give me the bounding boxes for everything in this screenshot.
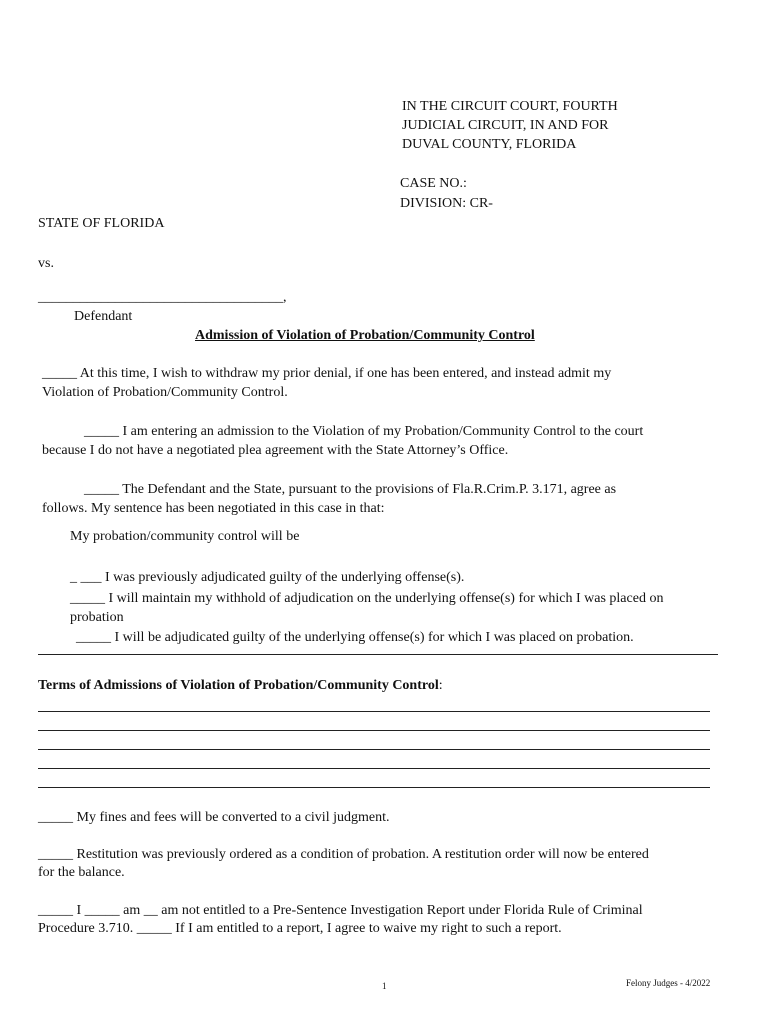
case-number-label: CASE NO.: <box>400 176 467 191</box>
option-maintain-withhold-line-1: _____ I will maintain my withhold of adjudication on the underlying offense(s) for which I was placed on <box>70 591 664 606</box>
page-number: 1 <box>382 981 387 991</box>
court-header-line-3: DUVAL COUNTY, FLORIDA <box>402 137 577 152</box>
fines-civil-judgment: _____ My fines and fees will be converted to a civil judgment. <box>38 810 390 825</box>
probation-will-be-label: My probation/community control will be <box>70 529 300 544</box>
terms-blank-line-2 <box>38 730 710 731</box>
admission-no-plea-line-1: _____ I am entering an admission to the Violation of my Probation/Community Control to the court <box>84 424 644 439</box>
option-previously-adjudicated: _ ___ I was previously adjudicated guilty of the underlying offense(s). <box>70 570 465 585</box>
division-label: DIVISION: CR- <box>400 196 493 211</box>
psi-entitlement-line-2: Procedure 3.710. _____ If I am entitled to a report, I agree to waive my right to such a report. <box>38 921 562 936</box>
section-divider <box>38 654 718 655</box>
restitution-line-1: _____ Restitution was previously ordered as a condition of probation. A restitution order will now be entered <box>38 847 649 862</box>
defendant-label: Defendant <box>74 309 133 324</box>
restitution-line-2: for the balance. <box>38 865 125 880</box>
terms-blank-line-4 <box>38 768 710 769</box>
withdraw-denial-line-2: Violation of Probation/Community Control. <box>42 385 288 400</box>
option-will-be-adjudicated: _____ I will be adjudicated guilty of the underlying offense(s) for which I was placed on probation. <box>76 630 634 645</box>
terms-blank-line-1 <box>38 711 710 712</box>
defendant-name-blank: ___________________________________, <box>38 290 287 305</box>
versus: vs. <box>38 256 54 271</box>
psi-entitlement-line-1: _____ I _____ am __ am not entitled to a Pre-Sentence Investigation Report under Florida Rule of Criminal <box>38 903 643 918</box>
court-header-line-1: IN THE CIRCUIT COURT, FOURTH <box>402 99 618 114</box>
terms-heading-text: Terms of Admissions of Violation of Probation/Community Control <box>38 678 439 693</box>
withdraw-denial-line-1: _____ At this time, I wish to withdraw my prior denial, if one has been entered, and instead admit my <box>42 366 612 381</box>
terms-blank-line-5 <box>38 787 710 788</box>
state-of-florida: STATE OF FLORIDA <box>38 216 165 231</box>
terms-blank-line-3 <box>38 749 710 750</box>
court-header-line-2: JUDICIAL CIRCUIT, IN AND FOR <box>402 118 609 133</box>
terms-heading-colon: : <box>438 678 443 693</box>
document-title: Admission of Violation of Probation/Community Control <box>195 328 535 343</box>
form-revision-id: Felony Judges - 4/2022 <box>626 978 711 988</box>
admission-no-plea-line-2: because I do not have a negotiated plea agreement with the State Attorney’s Office. <box>42 443 509 458</box>
terms-heading <box>38 677 443 695</box>
negotiated-plea-line-1: _____ The Defendant and the State, pursuant to the provisions of Fla.R.Crim.P. 3.171, agree as <box>84 482 617 497</box>
option-maintain-withhold-line-2: probation <box>70 610 124 625</box>
negotiated-plea-line-2: follows. My sentence has been negotiated in this case in that: <box>42 501 385 516</box>
